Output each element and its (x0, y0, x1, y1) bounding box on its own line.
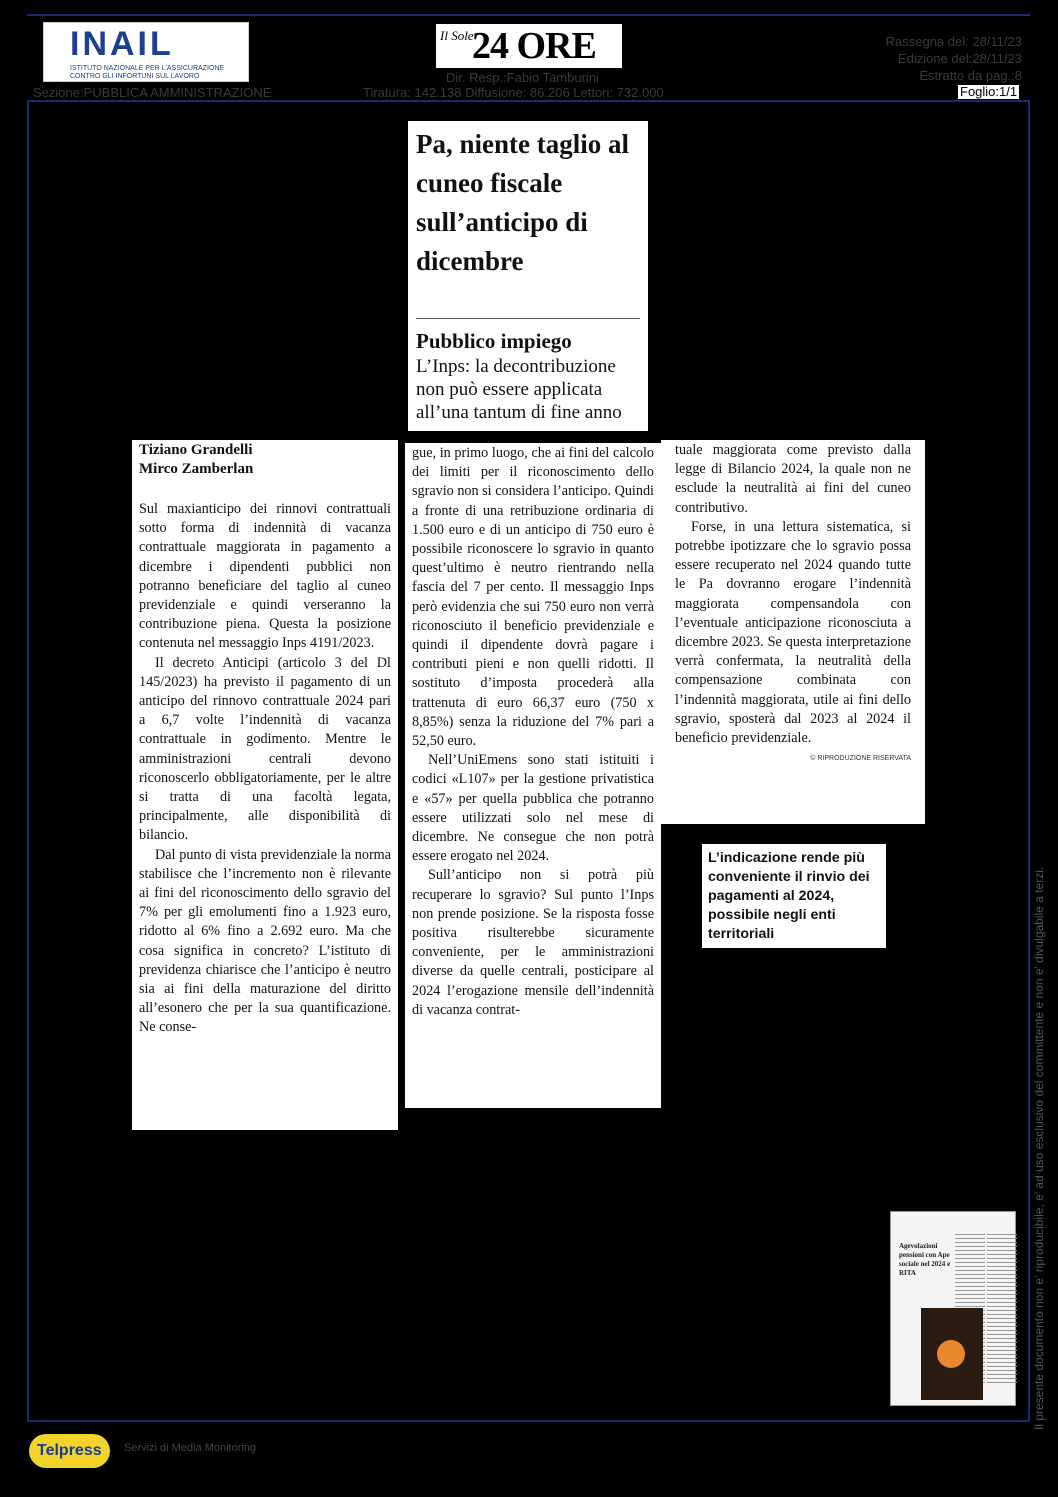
paragraph: gue, in primo luogo, che ai fini del calcolo dei limiti per il riconoscimento dello sgravio non si considera l’anticipo. Quindi a fronte di una retribuzione ordinaria di 1.500 euro e di un anticipo di 750 euro è possibile riconoscere lo sgravio in quanto quest’ultimo è neutro rientrando nella fascia del 7 per cento. Il messaggio Inps però evidenzia che sui 750 euro non verrà riconosciuto il beneficio previdenziale e quindi il dipendente dovrà pagare i contributi pieni e non quelli ridotti. Il sostituto d’imposta procederà alla trattenuta di euro 66,37 euro (750 x 8,85%) senza la riduzione del 7% pari a 52,50 euro. (412, 445, 654, 750)
telpress-logo: Telpress (29, 1434, 110, 1468)
article-summary: L’Inps: la decontribuzione non può essere applicata all’una tantum di fine anno (416, 356, 622, 423)
article-column-3 (661, 440, 925, 824)
side-notice: Il presente documento non e' riproducibile, e' ad uso esclusivo del committente e non e' divulgabile a terzi. (1032, 866, 1046, 1430)
inail-logo: INAIL ISTITUTO NAZIONALE PER L'ASSICURAZIONE CONTRO GLI INFORTUNI SUL LAVORO (43, 22, 249, 82)
foglio-label: Foglio:1/1 (960, 84, 1018, 99)
paragraph: Il decreto Anticipi (articolo 3 del Dl 145/2023) ha previsto il pagamento di un anticipo del rinnovo contrattuale 2024 pari a 6,7 volte l’indennità di vacanza contrattuale in godimento. Mentre le amministrazioni centrali devono riconoscerlo obbligatoriamente, per le altre si tratta di una facoltà legata, principalmente, alle disponibilità di bilancio. (139, 654, 391, 844)
pull-quote: L’indicazione rende più conveniente il rinvio dei pagamenti al 2024, possibile negli enti territoriali (702, 844, 886, 948)
paragraph: Nell’UniEmens sono stati istituiti i codici «L107» per la gestione privatistica e «57» per quella pubblica che potranno essere utilizzati solo nel mese di dicembre. Ne consegue che non potrà essere erogato nel 2024. (412, 752, 654, 865)
masthead-logo: Il Sole 24 ORE (436, 24, 622, 68)
direttore-label: Dir. Resp.:Fabio Tamburini (446, 70, 599, 85)
estratto-page: Estratto da pag.:8 (919, 68, 1022, 83)
press-header (0, 0, 1058, 100)
page-thumbnail: Agevolazioni pensioni con Ape sociale nel 2024 e RITA (890, 1211, 1016, 1406)
headline-block (408, 121, 648, 431)
paragraph: tuale maggiorata come previsto dalla legge di Bilancio 2024, la quale non ne esclude la neutralità ai fini del cuneo contributivo. (675, 442, 911, 516)
tiratura-label: Tiratura: 142.138 Diffusione: 86.206 Lettori: 732.000 (363, 85, 664, 100)
article-authors: Tiziano Grandelli Mirco Zamberlan (139, 442, 254, 477)
article-title: Pa, niente taglio al cuneo fiscale sull’anticipo di dicembre (416, 129, 629, 276)
rassegna-date: Rassegna del: 28/11/23 (885, 34, 1022, 49)
article-kicker: Pubblico impiego (416, 329, 572, 353)
article-column-1 (132, 440, 398, 1130)
paragraph: Sul maxianticipo dei rinnovi contrattuali sotto forma di indennità di vacanza contrattuale maggiorata in pagamento a dicembre i dipendenti pubblici non potranno beneficiare del taglio al cuneo previdenziale e quindi verseranno la contribuzione piena. Questa la posizione contenuta nel messaggio Inps 4191/2023. (139, 501, 391, 652)
sezione-label: Sezione:PUBBLICA AMMINISTRAZIONE (33, 85, 272, 100)
paragraph: Sull’anticipo non si potrà più recuperare lo sgravio? Sul punto l’Inps non prende posizione. Se la risposta fosse positiva risulterebbe sicuramente conveniente, per le amministrazioni diverse da quelle centrali, posticipare al 2024 l’erogazione mensile dell’indennità di vacanza contrat- (412, 867, 654, 1018)
article-column-2 (405, 443, 661, 1108)
paragraph: Dal punto di vista previdenziale la norma stabilisce che l’incremento non è rilevante ai fini del riconoscimento dello sgravio del 7% per gli emolumenti fino a 1.923 euro, ridotto al 6% fino a 2.692 euro. Ma che cosa significa in concreto? L’istituto di previdenza chiarisce che l’anticipo è neutro sia ai fini della maturazione del diritto all’esonero che per la sua quantificazione. Ne conse- (139, 846, 391, 1036)
thumbnail-flower (937, 1340, 965, 1368)
headline-divider (416, 318, 640, 319)
edizione-date: Edizione del:28/11/23 (897, 51, 1022, 66)
copyright-note: © RIPRODUZIONE RISERVATA (810, 755, 911, 763)
footer-servizi: Servizi di Media Monitoring (124, 1442, 257, 1454)
paragraph: Forse, in una lettura sistematica, si potrebbe ipotizzare che lo sgravio possa essere recuperato nel 2024 quando tutte le Pa dovranno erogare l’indennità maggiorata compensandola con l’eventuale anticipazione riconosciuta a dicembre 2023. Se questa interpretazione verrà confermata, la neutralità della compensazione combinata con l’indennità maggiorata, utile ai fini dello sgravio, sposterà dal 2023 al 2024 il beneficio previdenziale. (675, 518, 911, 747)
